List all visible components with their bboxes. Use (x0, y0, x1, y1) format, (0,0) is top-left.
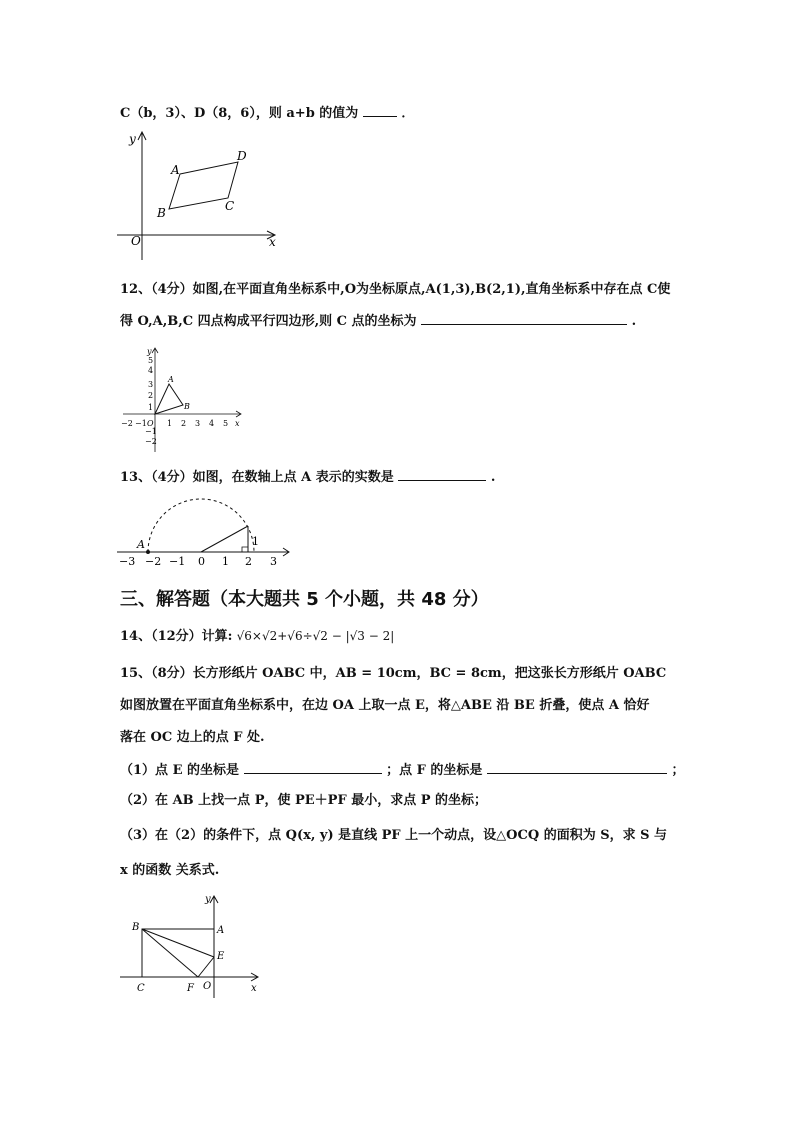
q11-answer-blank[interactable] (363, 104, 397, 117)
y-tick-label: 1 (148, 403, 154, 412)
hypotenuse (201, 526, 248, 552)
q11-text-end: ． (401, 106, 415, 121)
tick-label: 1 (222, 555, 229, 568)
point-a-label: A (217, 925, 225, 936)
q12-answer-blank[interactable] (421, 312, 627, 325)
segment-bf (142, 929, 198, 977)
q12-text-line1: 12、（4分）如图,在平面直角坐标系中,O为坐标原点,A(1,3),B(2,1),直角坐标系中存在点 C使 (120, 282, 671, 297)
tick-label: −3 (119, 555, 136, 568)
tick-label: −1 (169, 555, 186, 568)
origin-label: O (147, 419, 154, 428)
x-tick-label: −2 (121, 419, 133, 428)
tick-label: −2 (145, 555, 162, 568)
x-axis-label: x (251, 983, 257, 994)
q12-text-end: . (631, 314, 637, 329)
point-b-label: B (184, 402, 190, 411)
y-tick-label: 5 (148, 356, 154, 365)
y-axis-label: y (129, 132, 136, 146)
q14-prefix: 14、（12分）计算: (120, 629, 233, 644)
y-tick-label: 3 (148, 380, 154, 389)
q13-text-line (120, 468, 495, 487)
q15-point-f-blank[interactable] (487, 761, 667, 774)
point-d-label: D (237, 149, 247, 163)
q15-sub1-end: ； (671, 763, 685, 778)
y-axis-label: y (147, 347, 152, 356)
q13-answer-blank[interactable] (398, 468, 486, 481)
x-axis-label: x (235, 419, 240, 428)
y-tick-label: 4 (148, 366, 154, 375)
q15-sub1-text: （1）点 E 的坐标是 (120, 763, 240, 778)
x-tick-label: 1 (167, 419, 173, 428)
q15-sub1-text: ；点 F 的坐标是 (386, 763, 483, 778)
point-a-label: A (168, 375, 174, 384)
tick-label: 3 (270, 555, 277, 568)
fold-line-be (142, 929, 214, 957)
q11-figure (115, 128, 285, 260)
q15-sub1-line (120, 761, 684, 780)
x-tick-label: 4 (209, 419, 215, 428)
arc-dashed (148, 499, 254, 552)
point-a-label: A (171, 163, 180, 177)
y-tick-label: −1 (145, 427, 157, 436)
point-b-label: B (132, 922, 140, 933)
point-a (146, 550, 150, 554)
point-e-label: E (217, 951, 225, 962)
origin-label: O (131, 234, 141, 248)
q15-text-line1: 15、（8分）长方形纸片 OABC 中，AB = 10cm，BC = 8cm，把这张长方形纸片 OABC (120, 666, 667, 681)
x-tick-label: −1 (135, 419, 147, 428)
q13-figure (115, 492, 295, 568)
x-tick-label: 5 (223, 419, 229, 428)
q11-text-line (120, 104, 414, 123)
unit-length-label: 1 (252, 535, 259, 548)
q12-text: 得 O,A,B,C 四点构成平行四边形,则 C 点的坐标为 (120, 314, 417, 329)
x-tick-label: 2 (181, 419, 187, 428)
point-f-label: F (187, 983, 194, 994)
q15-point-e-blank[interactable] (244, 761, 382, 774)
y-tick-label: −2 (145, 437, 157, 446)
q14-expression: √6×√2+√6÷√2 − |√3 − 2| (236, 629, 395, 643)
q15-figure (115, 890, 265, 1000)
q15-sub2-line: （2）在 AB 上找一点 P，使 PE＋PF 最小，求点 P 的坐标； (120, 793, 488, 808)
q11-text: C（b，3）、D（8，6），则 a+b 的值为 (120, 106, 359, 121)
point-a-label: A (137, 538, 145, 551)
tick-label: 0 (198, 555, 205, 568)
point-b-label: B (157, 206, 166, 220)
point-c-label: C (225, 199, 235, 213)
triangle-oab (155, 384, 183, 414)
q12-text-line2 (120, 312, 636, 331)
tick-label: 2 (245, 555, 252, 568)
q15-text-line2: 如图放置在平面直角坐标系中，在边 OA 上取一点 E，将△ABE 沿 BE 折叠，使点 A 恰好 (120, 698, 650, 713)
y-axis-label: y (205, 894, 211, 905)
x-axis-label: x (269, 235, 276, 249)
section-heading: 三、解答题（本大题共 5 个小题，共 48 分） (120, 589, 489, 610)
point-c-label: C (137, 983, 145, 994)
q13-text-end: . (490, 470, 496, 485)
q15-sub3-line: （3）在（2）的条件下，点 Q(x, y) 是直线 PF 上一个动点，设△OCQ 的面积为 S，求 S 与 (120, 828, 668, 843)
segment-fe (198, 957, 214, 977)
y-tick-label: 2 (148, 391, 154, 400)
q13-text: 13、（4分）如图，在数轴上点 A 表示的实数是 (120, 470, 394, 485)
q12-figure (115, 344, 245, 454)
right-angle-mark (242, 547, 248, 552)
origin-label: O (203, 981, 212, 992)
q15-text-line3: 落在 OC 边上的点 F 处. (120, 730, 265, 745)
q15-sub3-continuation: x 的函数 关系式. (120, 863, 220, 878)
q14-text-line (120, 627, 394, 646)
x-tick-label: 3 (195, 419, 201, 428)
